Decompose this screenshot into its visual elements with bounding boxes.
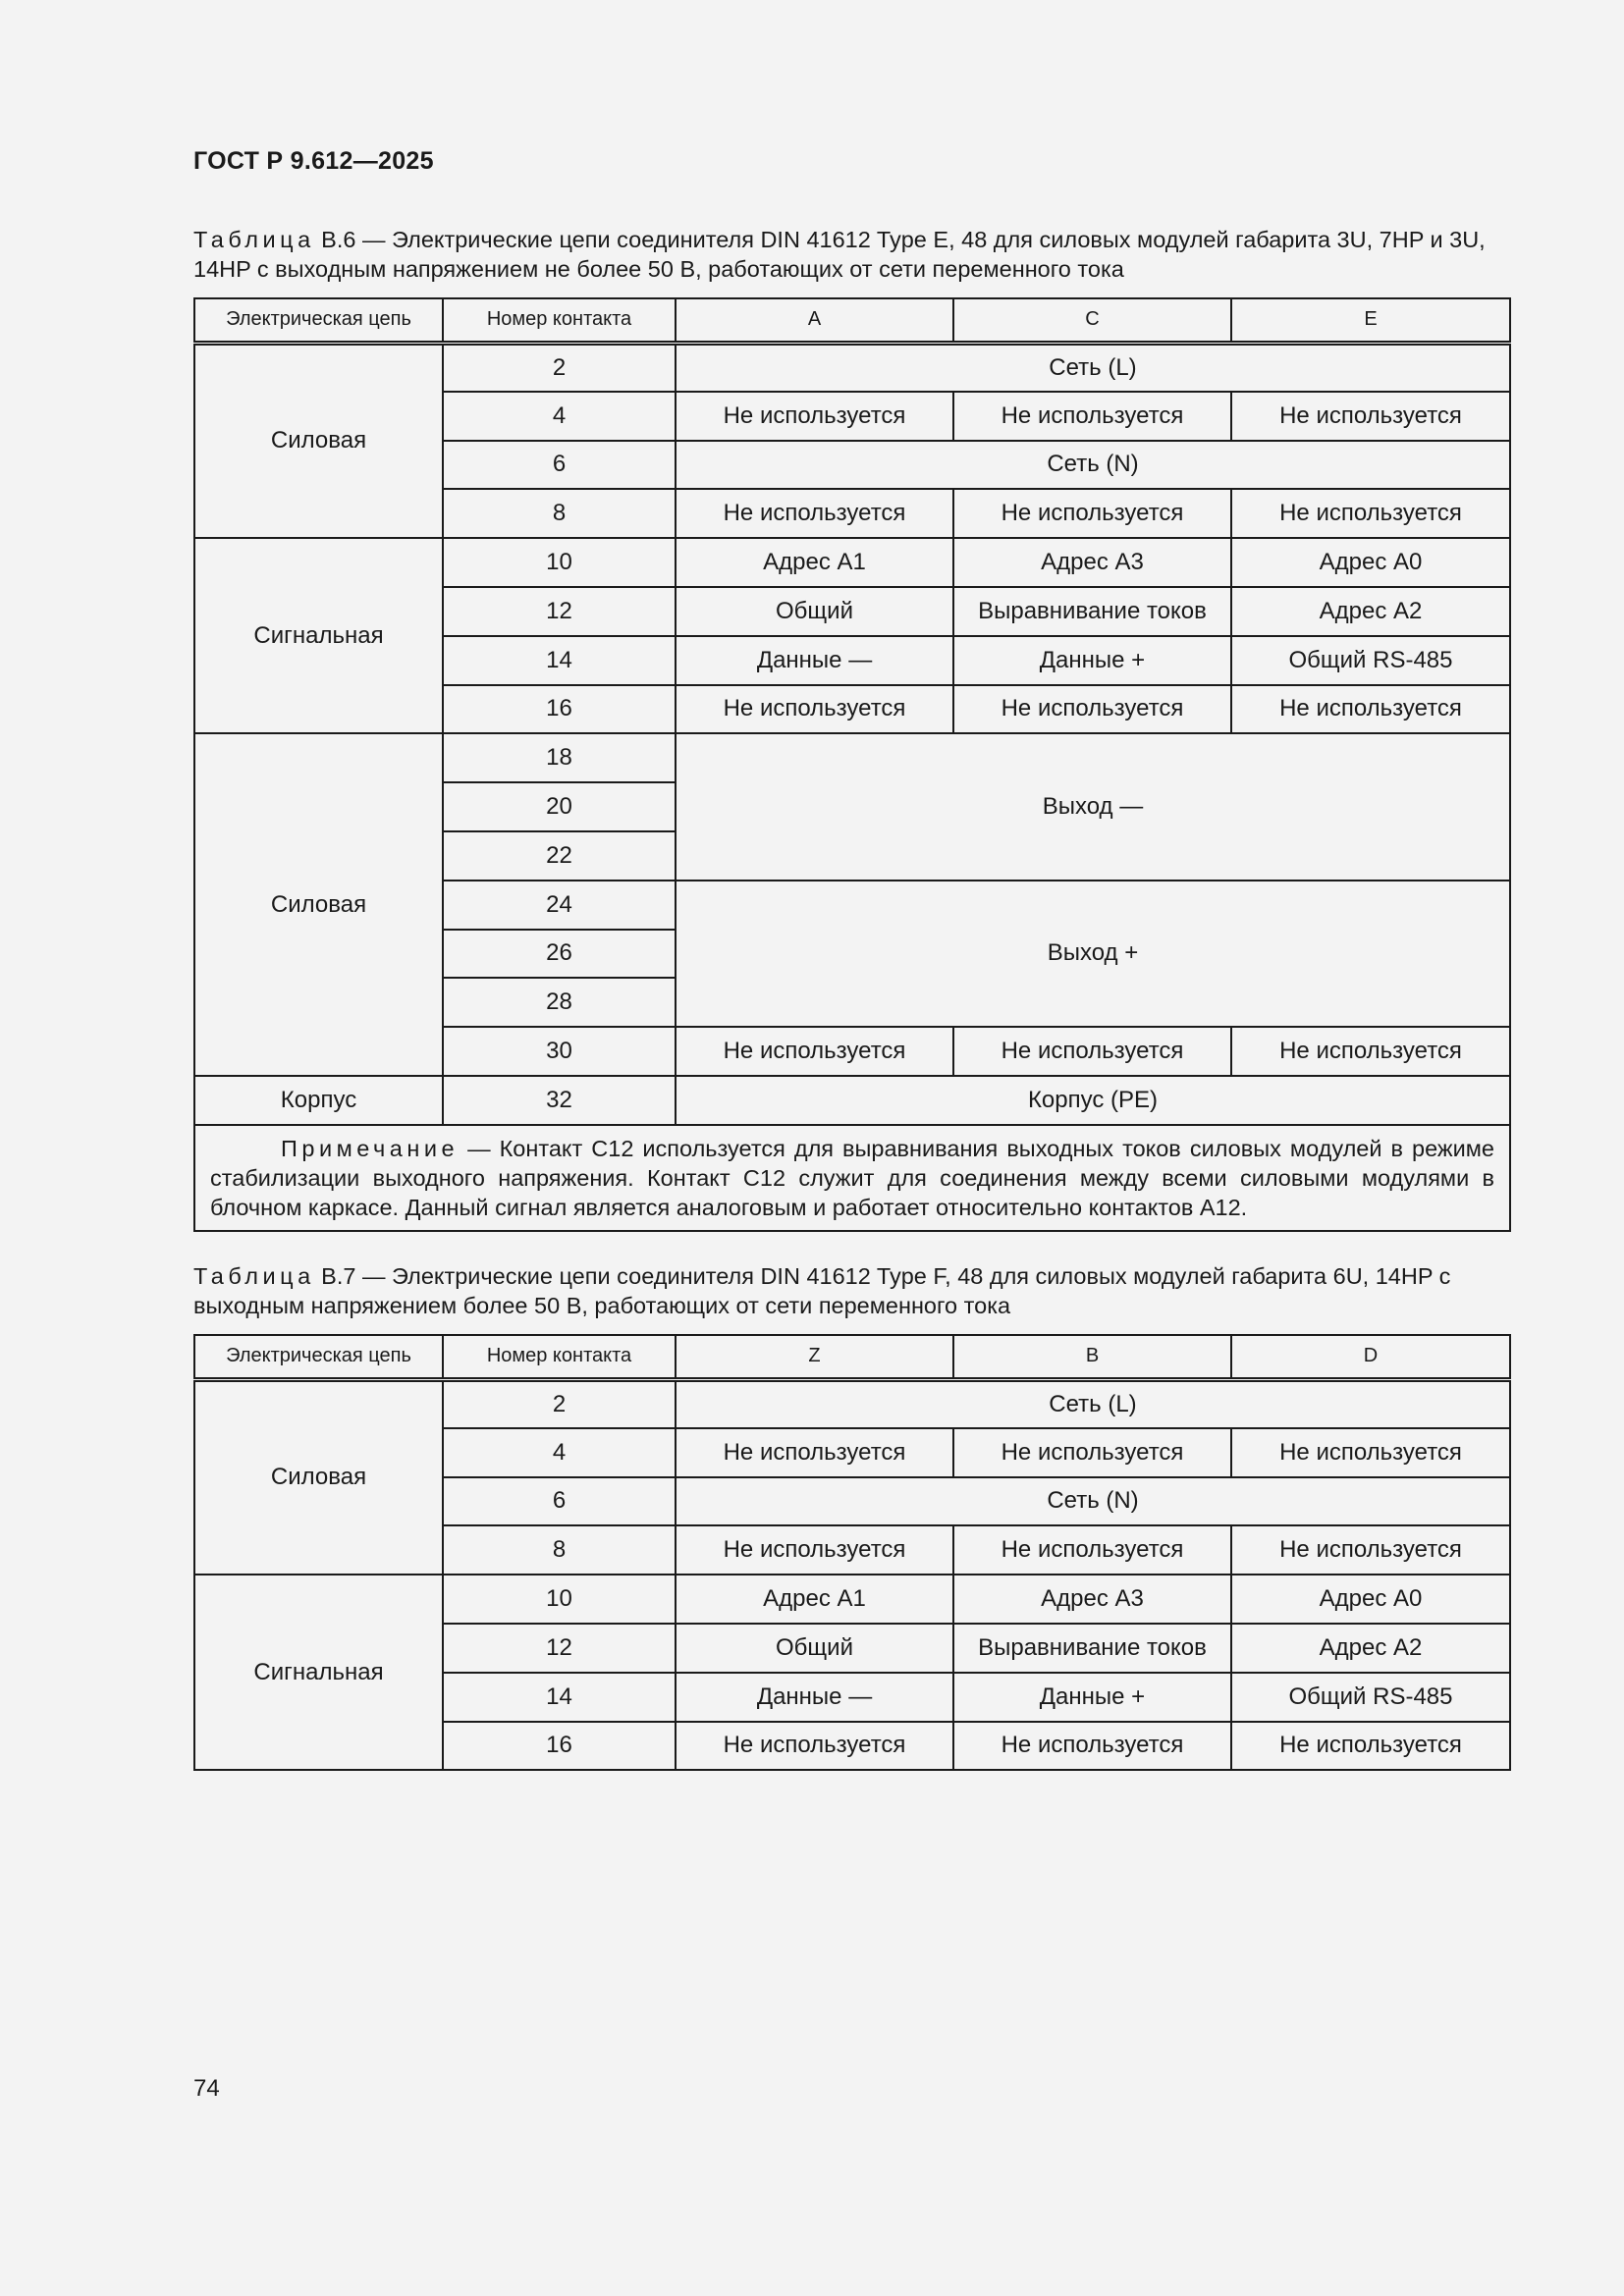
caption-text: В.7 — Электрические цепи соединителя DIN 41612 Type F, 48 для силовых модулей габарита 6U, 14HP с выходным напряжением более 50 В, работающих от сети переменного тока — [193, 1263, 1451, 1318]
table-header-row — [194, 1335, 1510, 1379]
contact-number: 12 — [443, 1624, 676, 1673]
contact-number: 10 — [443, 538, 676, 587]
table-row — [194, 1379, 1510, 1428]
header-contact-number: Номер контакта — [443, 1335, 676, 1379]
caption-word: Таблица — [193, 1263, 315, 1289]
caption-word: Таблица — [193, 227, 315, 252]
cell-e: Не используется — [1231, 1027, 1510, 1076]
cell-a: Не используется — [676, 392, 953, 441]
cell-e: Общий RS-485 — [1231, 636, 1510, 685]
cell-e: Не используется — [1231, 685, 1510, 734]
header-circuit: Электрическая цепь — [194, 1335, 443, 1379]
page-number: 74 — [193, 2075, 220, 2102]
cell-d: Не используется — [1231, 1722, 1510, 1771]
cell-a: Данные — — [676, 636, 953, 685]
table-b7 — [193, 1334, 1511, 1771]
header-contact-number: Номер контакта — [443, 298, 676, 343]
header-circuit: Электрическая цепь — [194, 298, 443, 343]
cell-d: Не используется — [1231, 1428, 1510, 1477]
contact-number: 24 — [443, 881, 676, 930]
cell-z: Не используется — [676, 1722, 953, 1771]
caption-text: В.6 — Электрические цепи соединителя DIN 41612 Type E, 48 для силовых модулей габарита 3U, 7HP и 3U, 14HP с выходным напряжением не более 50 В, работающих от сети переменного тока — [193, 227, 1486, 282]
contact-number: 4 — [443, 1428, 676, 1477]
merged-cell-output-minus: Выход — — [676, 733, 1510, 880]
contact-number: 18 — [443, 733, 676, 782]
contact-number: 6 — [443, 1477, 676, 1526]
cell-c: Не используется — [953, 1027, 1231, 1076]
cell-e: Адрес A0 — [1231, 538, 1510, 587]
merged-cell: Сеть (N) — [676, 441, 1510, 490]
cell-b: Данные + — [953, 1673, 1231, 1722]
contact-number: 6 — [443, 441, 676, 490]
contact-number: 8 — [443, 1525, 676, 1575]
group-power: Силовая — [194, 343, 443, 538]
table-b7-caption — [193, 1261, 1509, 1320]
document-header: ГОСТ Р 9.612—2025 — [193, 147, 434, 175]
table-note — [194, 1125, 1510, 1231]
cell-z: Данные — — [676, 1673, 953, 1722]
cell-b: Не используется — [953, 1525, 1231, 1575]
merged-cell: Сеть (L) — [676, 1379, 1510, 1428]
contact-number: 20 — [443, 782, 676, 831]
table-row — [194, 538, 1510, 587]
cell-d: Адрес A0 — [1231, 1575, 1510, 1624]
cell-c: Выравнивание токов — [953, 587, 1231, 636]
merged-cell: Сеть (N) — [676, 1477, 1510, 1526]
cell-e: Адрес A2 — [1231, 587, 1510, 636]
contact-number: 30 — [443, 1027, 676, 1076]
header-column-z: Z — [676, 1335, 953, 1379]
header-column-b: B — [953, 1335, 1231, 1379]
cell-a: Общий — [676, 587, 953, 636]
cell-a: Не используется — [676, 685, 953, 734]
cell-d: Адрес A2 — [1231, 1624, 1510, 1673]
table-b6-caption — [193, 225, 1509, 284]
contact-number: 22 — [443, 831, 676, 881]
group-signal: Сигнальная — [194, 1575, 443, 1770]
cell-b: Не используется — [953, 1722, 1231, 1771]
contact-number: 4 — [443, 392, 676, 441]
cell-c: Данные + — [953, 636, 1231, 685]
cell-e: Не используется — [1231, 392, 1510, 441]
group-power: Силовая — [194, 1379, 443, 1575]
contact-number: 8 — [443, 489, 676, 538]
cell-z: Не используется — [676, 1525, 953, 1575]
table-row — [194, 343, 1510, 392]
contact-number: 16 — [443, 1722, 676, 1771]
table-b6 — [193, 297, 1511, 1232]
contact-number: 26 — [443, 930, 676, 979]
cell-d: Общий RS-485 — [1231, 1673, 1510, 1722]
contact-number: 14 — [443, 636, 676, 685]
group-body: Корпус — [194, 1076, 443, 1125]
cell-z: Адрес A1 — [676, 1575, 953, 1624]
cell-c: Не используется — [953, 685, 1231, 734]
header-column-c: C — [953, 298, 1231, 343]
contact-number: 16 — [443, 685, 676, 734]
contact-number: 12 — [443, 587, 676, 636]
merged-cell: Корпус (PE) — [676, 1076, 1510, 1125]
table-row — [194, 1076, 1510, 1125]
contact-number: 32 — [443, 1076, 676, 1125]
cell-a: Адрес A1 — [676, 538, 953, 587]
cell-c: Не используется — [953, 392, 1231, 441]
contact-number: 2 — [443, 343, 676, 392]
cell-a: Не используется — [676, 489, 953, 538]
cell-c: Адрес A3 — [953, 538, 1231, 587]
table-row — [194, 733, 1510, 782]
table-row — [194, 1575, 1510, 1624]
note-row — [194, 1125, 1510, 1231]
cell-z: Общий — [676, 1624, 953, 1673]
header-column-a: A — [676, 298, 953, 343]
note-text: — Контакт С12 используется для выравнивания выходных токов силовых модулей в режиме стабилизации выходного напряжения. Контакт С12 служит для соединения между всеми силовыми модулями в блочном каркасе. Данный сигнал является аналоговым и работает относительно контактов А12. — [210, 1135, 1494, 1220]
cell-c: Не используется — [953, 489, 1231, 538]
cell-b: Не используется — [953, 1428, 1231, 1477]
table-header-row — [194, 298, 1510, 343]
group-signal: Сигнальная — [194, 538, 443, 733]
contact-number: 28 — [443, 978, 676, 1027]
header-column-e: E — [1231, 298, 1510, 343]
group-power: Силовая — [194, 733, 443, 1076]
note-word: Примечание — [281, 1135, 460, 1161]
cell-d: Не используется — [1231, 1525, 1510, 1575]
cell-e: Не используется — [1231, 489, 1510, 538]
cell-b: Выравнивание токов — [953, 1624, 1231, 1673]
contact-number: 10 — [443, 1575, 676, 1624]
contact-number: 2 — [443, 1379, 676, 1428]
cell-b: Адрес A3 — [953, 1575, 1231, 1624]
header-column-d: D — [1231, 1335, 1510, 1379]
cell-z: Не используется — [676, 1428, 953, 1477]
merged-cell: Сеть (L) — [676, 343, 1510, 392]
contact-number: 14 — [443, 1673, 676, 1722]
merged-cell-output-plus: Выход + — [676, 881, 1510, 1027]
cell-a: Не используется — [676, 1027, 953, 1076]
